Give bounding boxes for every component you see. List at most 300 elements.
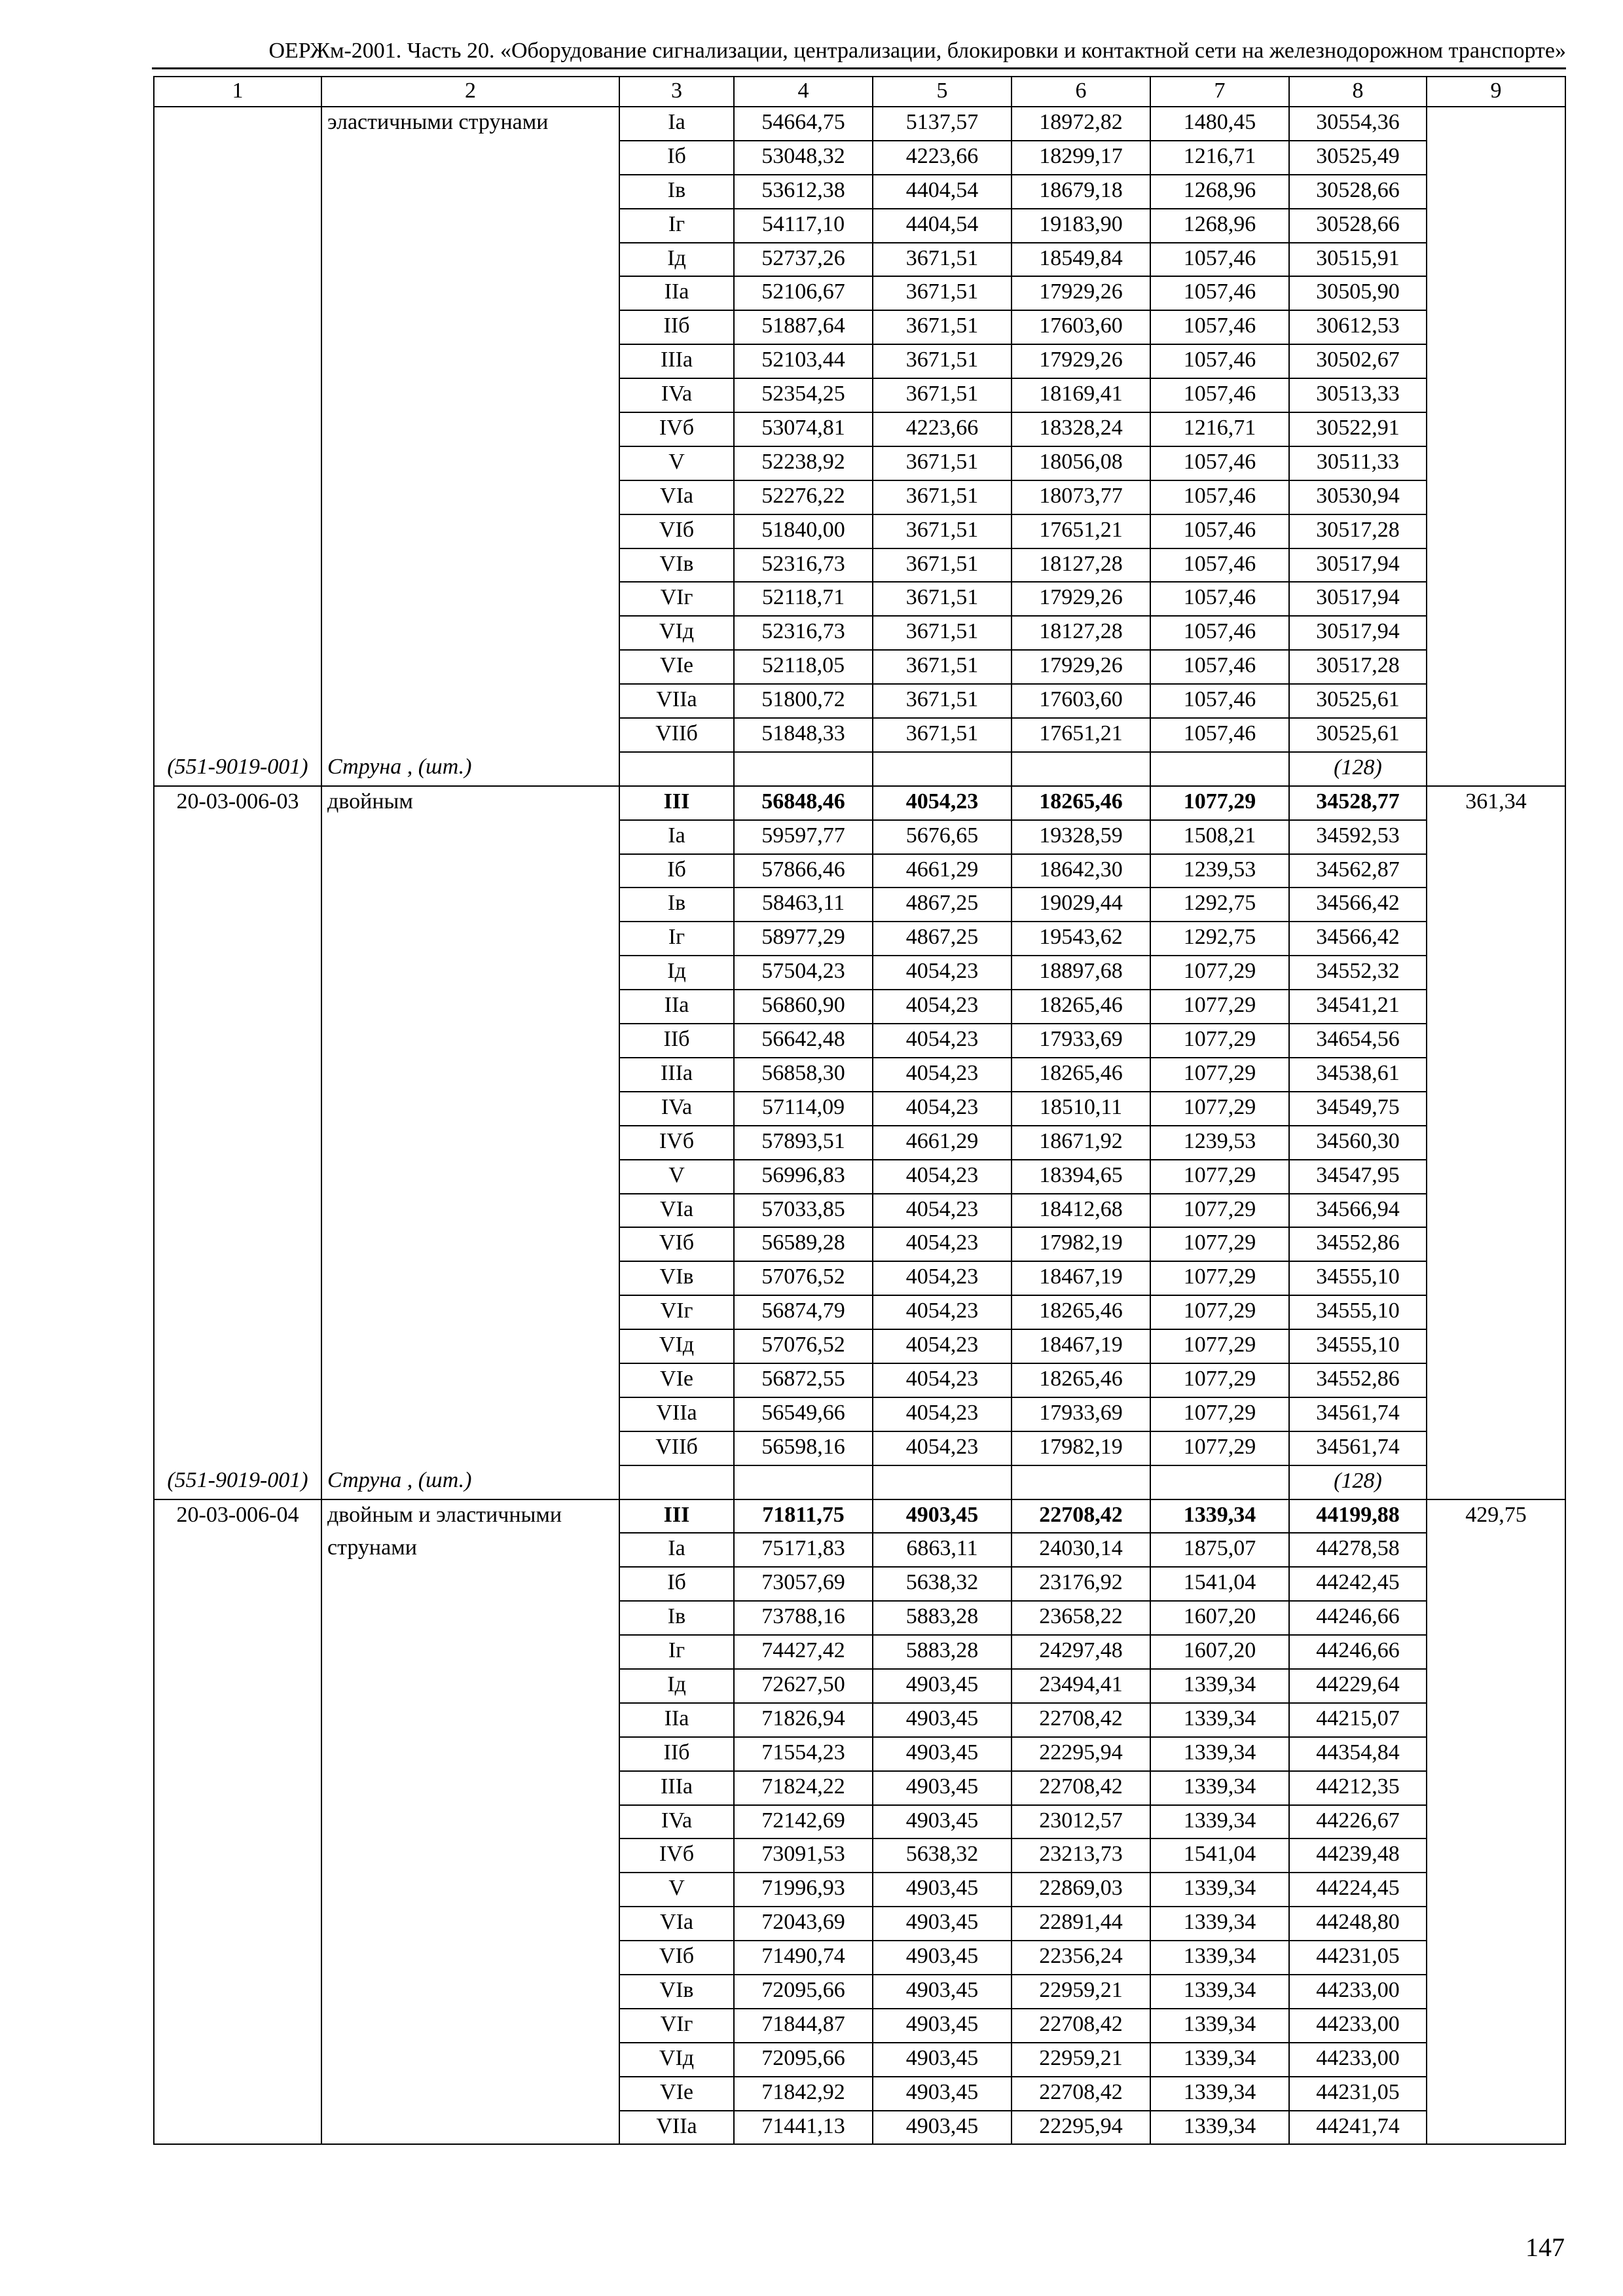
table-row — [154, 1839, 1565, 1873]
zone-cell: Iв — [619, 888, 734, 922]
value-cell: 44242,45 — [1289, 1567, 1427, 1601]
labor-cell — [1427, 1635, 1565, 1669]
value-cell: 58977,29 — [734, 922, 873, 956]
value-cell: 18679,18 — [1012, 175, 1150, 209]
code-cell — [154, 1533, 321, 1567]
value-cell: 18642,30 — [1012, 854, 1150, 888]
value-cell: 4223,66 — [873, 141, 1012, 175]
empty-cell — [619, 752, 734, 786]
value-cell: 22708,42 — [1012, 2009, 1150, 2043]
table-row — [154, 2111, 1565, 2145]
value-cell: 22959,21 — [1012, 2043, 1150, 2077]
labor-cell — [1427, 310, 1565, 344]
table-row — [154, 1941, 1565, 1975]
code-cell — [154, 107, 321, 141]
zone-cell: VIIa — [619, 1397, 734, 1431]
labor-cell: 361,34 — [1427, 786, 1565, 820]
code-cell — [154, 1058, 321, 1092]
table-row — [154, 854, 1565, 888]
zone-cell: VIe — [619, 650, 734, 684]
value-cell: 4903,45 — [873, 2043, 1012, 2077]
code-cell — [154, 412, 321, 446]
value-cell: 3671,51 — [873, 650, 1012, 684]
zone-cell: Iд — [619, 956, 734, 990]
code-cell — [154, 1669, 321, 1703]
name-cell — [321, 1024, 619, 1058]
value-cell: 52737,26 — [734, 243, 873, 277]
value-cell: 1077,29 — [1150, 1092, 1289, 1126]
labor-cell — [1427, 276, 1565, 310]
value-cell: 3671,51 — [873, 514, 1012, 548]
labor-cell — [1427, 922, 1565, 956]
labor-cell — [1427, 1126, 1565, 1160]
value-cell: 51887,64 — [734, 310, 873, 344]
value-cell: 51848,33 — [734, 718, 873, 752]
value-cell: 44248,80 — [1289, 1907, 1427, 1941]
value-cell: 44246,66 — [1289, 1635, 1427, 1669]
labor-cell — [1427, 141, 1565, 175]
labor-cell — [1427, 718, 1565, 752]
name-cell — [321, 310, 619, 344]
labor-cell — [1427, 480, 1565, 514]
value-cell: 3671,51 — [873, 480, 1012, 514]
zone-cell: IVб — [619, 412, 734, 446]
labor-cell — [1427, 412, 1565, 446]
value-cell: 44233,00 — [1289, 2009, 1427, 2043]
value-cell: 4054,23 — [873, 1363, 1012, 1397]
value-cell: 17929,26 — [1012, 344, 1150, 378]
table-row — [154, 2077, 1565, 2111]
value-cell: 1057,46 — [1150, 446, 1289, 480]
value-cell: 18467,19 — [1012, 1329, 1150, 1363]
name-cell — [321, 956, 619, 990]
labor-cell — [1427, 446, 1565, 480]
value-cell: 1077,29 — [1150, 1363, 1289, 1397]
value-cell: 4054,23 — [873, 1295, 1012, 1329]
value-cell: 52118,05 — [734, 650, 873, 684]
code-cell — [154, 1160, 321, 1194]
zone-cell: VIв — [619, 1261, 734, 1295]
zone-cell: IVб — [619, 1839, 734, 1873]
value-cell: 44229,64 — [1289, 1669, 1427, 1703]
zone-cell: IVa — [619, 1092, 734, 1126]
value-cell: 18510,11 — [1012, 1092, 1150, 1126]
table-row — [154, 107, 1565, 141]
value-cell: 22959,21 — [1012, 1975, 1150, 2009]
zone-cell: VIIб — [619, 1431, 734, 1465]
name-cell — [321, 243, 619, 277]
name-cell — [321, 1601, 619, 1635]
value-cell: 30522,91 — [1289, 412, 1427, 446]
value-cell: 4054,23 — [873, 1227, 1012, 1261]
name-cell — [321, 1160, 619, 1194]
value-cell: 56848,46 — [734, 786, 873, 820]
table-row — [154, 820, 1565, 854]
value-cell: 19183,90 — [1012, 209, 1150, 243]
zone-cell: Iд — [619, 243, 734, 277]
value-cell: 1339,34 — [1150, 1737, 1289, 1771]
value-cell: 44278,58 — [1289, 1533, 1427, 1567]
zone-cell: Iб — [619, 1567, 734, 1601]
zone-cell: IIIa — [619, 1058, 734, 1092]
code-cell — [154, 1295, 321, 1329]
value-cell: 72043,69 — [734, 1907, 873, 1941]
value-cell: 3671,51 — [873, 378, 1012, 412]
value-cell: 3671,51 — [873, 582, 1012, 616]
column-number: 6 — [1012, 77, 1150, 107]
value-cell: 22708,42 — [1012, 1703, 1150, 1737]
code-cell — [154, 2043, 321, 2077]
value-cell: 1077,29 — [1150, 1058, 1289, 1092]
value-cell: 30517,94 — [1289, 582, 1427, 616]
table-row — [154, 1058, 1565, 1092]
code-cell — [154, 1771, 321, 1805]
value-cell: 4054,23 — [873, 990, 1012, 1024]
table-row — [154, 956, 1565, 990]
value-cell: 18127,28 — [1012, 548, 1150, 583]
value-cell: 34555,10 — [1289, 1329, 1427, 1363]
value-cell: 59597,77 — [734, 820, 873, 854]
labor-cell — [1427, 344, 1565, 378]
value-cell: 4404,54 — [873, 209, 1012, 243]
table-row — [154, 175, 1565, 209]
value-cell: 1339,34 — [1150, 1873, 1289, 1907]
value-cell: 3671,51 — [873, 446, 1012, 480]
value-cell: 18328,24 — [1012, 412, 1150, 446]
value-cell: 5883,28 — [873, 1635, 1012, 1669]
table-row — [154, 582, 1565, 616]
table-row — [154, 1533, 1565, 1567]
value-cell: 30513,33 — [1289, 378, 1427, 412]
value-cell: 30517,28 — [1289, 650, 1427, 684]
code-cell — [154, 1363, 321, 1397]
table-row — [154, 718, 1565, 752]
value-cell: 3671,51 — [873, 344, 1012, 378]
value-cell: 1077,29 — [1150, 1329, 1289, 1363]
value-cell: 4223,66 — [873, 412, 1012, 446]
labor-cell — [1427, 650, 1565, 684]
value-cell: 44241,74 — [1289, 2111, 1427, 2145]
value-cell: 57076,52 — [734, 1329, 873, 1363]
value-cell: 44233,00 — [1289, 1975, 1427, 2009]
value-cell: 1292,75 — [1150, 888, 1289, 922]
value-cell: 5137,57 — [873, 107, 1012, 141]
value-cell: 18265,46 — [1012, 1363, 1150, 1397]
zone-cell: IIa — [619, 990, 734, 1024]
value-cell: 1541,04 — [1150, 1567, 1289, 1601]
value-cell: 18169,41 — [1012, 378, 1150, 412]
value-cell: 44199,88 — [1289, 1499, 1427, 1534]
code-cell — [154, 310, 321, 344]
value-cell: 1057,46 — [1150, 276, 1289, 310]
zone-cell: IVa — [619, 378, 734, 412]
name-cell — [321, 684, 619, 718]
code-cell — [154, 2111, 321, 2145]
table-row — [154, 1567, 1565, 1601]
value-cell: 73091,53 — [734, 1839, 873, 1873]
value-cell: 34566,94 — [1289, 1194, 1427, 1228]
value-cell: 75171,83 — [734, 1533, 873, 1567]
zone-cell: V — [619, 446, 734, 480]
zone-cell: Ia — [619, 1533, 734, 1567]
value-cell: 18299,17 — [1012, 141, 1150, 175]
value-cell: 57893,51 — [734, 1126, 873, 1160]
value-cell: 34552,86 — [1289, 1363, 1427, 1397]
value-cell: 56996,83 — [734, 1160, 873, 1194]
code-cell — [154, 209, 321, 243]
value-cell: 5883,28 — [873, 1601, 1012, 1635]
zone-cell: IIIa — [619, 344, 734, 378]
value-cell: 22869,03 — [1012, 1873, 1150, 1907]
value-cell: 44239,48 — [1289, 1839, 1427, 1873]
zone-cell: Ia — [619, 107, 734, 141]
table-row — [154, 1635, 1565, 1669]
code-cell — [154, 1092, 321, 1126]
value-cell: 34562,87 — [1289, 854, 1427, 888]
labor-cell — [1427, 888, 1565, 922]
name-cell — [321, 446, 619, 480]
empty-cell — [734, 1465, 873, 1499]
value-cell: 17933,69 — [1012, 1397, 1150, 1431]
value-cell: 4903,45 — [873, 1703, 1012, 1737]
footer-row — [154, 1465, 1565, 1499]
value-cell: 30528,66 — [1289, 209, 1427, 243]
zone-cell: Iв — [619, 1601, 734, 1635]
code-cell — [154, 276, 321, 310]
empty-cell — [1427, 1465, 1565, 1499]
table-row — [154, 1907, 1565, 1941]
table-row — [154, 1261, 1565, 1295]
value-cell: 6863,11 — [873, 1533, 1012, 1567]
name-cell — [321, 1839, 619, 1873]
value-cell: 4054,23 — [873, 1194, 1012, 1228]
value-cell: 1875,07 — [1150, 1533, 1289, 1567]
zone-cell: VIIa — [619, 2111, 734, 2145]
zone-cell: III — [619, 786, 734, 820]
value-cell: 1057,46 — [1150, 480, 1289, 514]
code-cell — [154, 1635, 321, 1669]
value-cell: 19029,44 — [1012, 888, 1150, 922]
zone-cell: VIб — [619, 514, 734, 548]
code-cell — [154, 1227, 321, 1261]
name-cell — [321, 1669, 619, 1703]
value-cell: 71844,87 — [734, 2009, 873, 2043]
table-row — [154, 1126, 1565, 1160]
value-cell: 1239,53 — [1150, 854, 1289, 888]
value-cell: 1077,29 — [1150, 1160, 1289, 1194]
labor-cell — [1427, 548, 1565, 583]
code-cell — [154, 854, 321, 888]
table-row — [154, 209, 1565, 243]
value-cell: 1057,46 — [1150, 582, 1289, 616]
value-cell: 22708,42 — [1012, 1771, 1150, 1805]
column-number: 2 — [321, 77, 619, 107]
value-cell: 4903,45 — [873, 1737, 1012, 1771]
value-cell: 57114,09 — [734, 1092, 873, 1126]
empty-cell — [1012, 1465, 1150, 1499]
labor-cell — [1427, 1024, 1565, 1058]
table-row — [154, 1737, 1565, 1771]
zone-cell: IIб — [619, 1024, 734, 1058]
value-cell: 18972,82 — [1012, 107, 1150, 141]
value-cell: 1057,46 — [1150, 684, 1289, 718]
value-cell: 30515,91 — [1289, 243, 1427, 277]
value-cell: 3671,51 — [873, 684, 1012, 718]
value-cell: 1077,29 — [1150, 1397, 1289, 1431]
zone-cell: IIб — [619, 310, 734, 344]
code-cell — [154, 956, 321, 990]
value-cell: 4054,23 — [873, 1160, 1012, 1194]
value-cell: 30505,90 — [1289, 276, 1427, 310]
table-row — [154, 378, 1565, 412]
table-row — [154, 1397, 1565, 1431]
table-row — [154, 990, 1565, 1024]
value-cell: 17929,26 — [1012, 582, 1150, 616]
name-cell — [321, 141, 619, 175]
name-cell — [321, 582, 619, 616]
code-cell — [154, 684, 321, 718]
labor-cell — [1427, 820, 1565, 854]
value-cell: 30525,61 — [1289, 718, 1427, 752]
value-cell: 34560,30 — [1289, 1126, 1427, 1160]
value-cell: 30511,33 — [1289, 446, 1427, 480]
name-cell — [321, 1397, 619, 1431]
value-cell: 1339,34 — [1150, 1771, 1289, 1805]
value-cell: 4054,23 — [873, 1431, 1012, 1465]
zone-cell: IIa — [619, 1703, 734, 1737]
name-cell — [321, 1567, 619, 1601]
value-cell: 1541,04 — [1150, 1839, 1289, 1873]
value-cell: 34538,61 — [1289, 1058, 1427, 1092]
value-cell: 1339,34 — [1150, 1499, 1289, 1534]
empty-cell — [1150, 1465, 1289, 1499]
value-cell: 1216,71 — [1150, 412, 1289, 446]
value-cell: 1057,46 — [1150, 548, 1289, 583]
name-cell — [321, 548, 619, 583]
table-row — [154, 1601, 1565, 1635]
value-cell: 57504,23 — [734, 956, 873, 990]
column-number: 9 — [1427, 77, 1565, 107]
table-row — [154, 548, 1565, 583]
value-cell: 34566,42 — [1289, 888, 1427, 922]
name-cell — [321, 2009, 619, 2043]
code-cell — [154, 243, 321, 277]
column-number: 8 — [1289, 77, 1427, 107]
value-cell: 5638,32 — [873, 1839, 1012, 1873]
code-cell — [154, 548, 321, 583]
value-cell: 44215,07 — [1289, 1703, 1427, 1737]
value-cell: 30612,53 — [1289, 310, 1427, 344]
value-cell: 1057,46 — [1150, 344, 1289, 378]
value-cell: 1057,46 — [1150, 616, 1289, 650]
value-cell: 23176,92 — [1012, 1567, 1150, 1601]
page-number: 147 — [1525, 2233, 1565, 2262]
value-cell: 4903,45 — [873, 1907, 1012, 1941]
value-cell: 58463,11 — [734, 888, 873, 922]
value-cell: 44246,66 — [1289, 1601, 1427, 1635]
table-row — [154, 1194, 1565, 1228]
value-cell: 17603,60 — [1012, 684, 1150, 718]
value-cell: 4054,23 — [873, 1092, 1012, 1126]
code-cell — [154, 1907, 321, 1941]
value-cell: 34552,86 — [1289, 1227, 1427, 1261]
value-cell: 17982,19 — [1012, 1431, 1150, 1465]
code-cell — [154, 2077, 321, 2111]
name-cell — [321, 1329, 619, 1363]
value-cell: 22295,94 — [1012, 1737, 1150, 1771]
value-cell: 56860,90 — [734, 990, 873, 1024]
labor-cell — [1427, 2043, 1565, 2077]
code-cell — [154, 141, 321, 175]
value-cell: 17651,21 — [1012, 718, 1150, 752]
value-cell: 3671,51 — [873, 548, 1012, 583]
value-cell: 23012,57 — [1012, 1805, 1150, 1839]
labor-cell — [1427, 243, 1565, 277]
value-cell: 24030,14 — [1012, 1533, 1150, 1567]
value-cell: 56874,79 — [734, 1295, 873, 1329]
labor-cell — [1427, 1329, 1565, 1363]
empty-cell — [734, 752, 873, 786]
footer-code-cell: (551-9019-001) — [154, 752, 321, 786]
value-cell: 4903,45 — [873, 1771, 1012, 1805]
value-cell: 4903,45 — [873, 1499, 1012, 1534]
zone-cell: IIIa — [619, 1771, 734, 1805]
table-row — [154, 1499, 1565, 1534]
zone-cell: VIг — [619, 1295, 734, 1329]
column-number-row — [154, 77, 1565, 107]
value-cell: 24297,48 — [1012, 1635, 1150, 1669]
value-cell: 34552,32 — [1289, 956, 1427, 990]
value-cell: 30525,49 — [1289, 141, 1427, 175]
zone-cell: VIд — [619, 1329, 734, 1363]
value-cell: 57866,46 — [734, 854, 873, 888]
value-cell: 18467,19 — [1012, 1261, 1150, 1295]
value-cell: 18897,68 — [1012, 956, 1150, 990]
value-cell: 17933,69 — [1012, 1024, 1150, 1058]
name-cell — [321, 2077, 619, 2111]
name-cell — [321, 1805, 619, 1839]
value-cell: 17651,21 — [1012, 514, 1150, 548]
value-cell: 4404,54 — [873, 175, 1012, 209]
name-cell: двойным — [321, 786, 619, 820]
labor-cell — [1427, 209, 1565, 243]
value-cell: 18412,68 — [1012, 1194, 1150, 1228]
code-cell — [154, 446, 321, 480]
value-cell: 34592,53 — [1289, 820, 1427, 854]
labor-cell — [1427, 1975, 1565, 2009]
name-cell — [321, 1092, 619, 1126]
labor-cell — [1427, 1092, 1565, 1126]
zone-cell: IVб — [619, 1126, 734, 1160]
value-cell: 30528,66 — [1289, 175, 1427, 209]
value-cell: 30517,94 — [1289, 616, 1427, 650]
value-cell: 1339,34 — [1150, 2077, 1289, 2111]
value-cell: 30517,28 — [1289, 514, 1427, 548]
table-row — [154, 684, 1565, 718]
value-cell: 4054,23 — [873, 1329, 1012, 1363]
labor-cell — [1427, 854, 1565, 888]
table-row — [154, 616, 1565, 650]
value-cell: 18056,08 — [1012, 446, 1150, 480]
value-cell: 44224,45 — [1289, 1873, 1427, 1907]
zone-cell: IVa — [619, 1805, 734, 1839]
name-cell — [321, 1363, 619, 1397]
name-cell — [321, 1941, 619, 1975]
value-cell: 1607,20 — [1150, 1635, 1289, 1669]
labor-cell — [1427, 1771, 1565, 1805]
code-cell — [154, 718, 321, 752]
footer-code-cell: (551-9019-001) — [154, 1465, 321, 1499]
